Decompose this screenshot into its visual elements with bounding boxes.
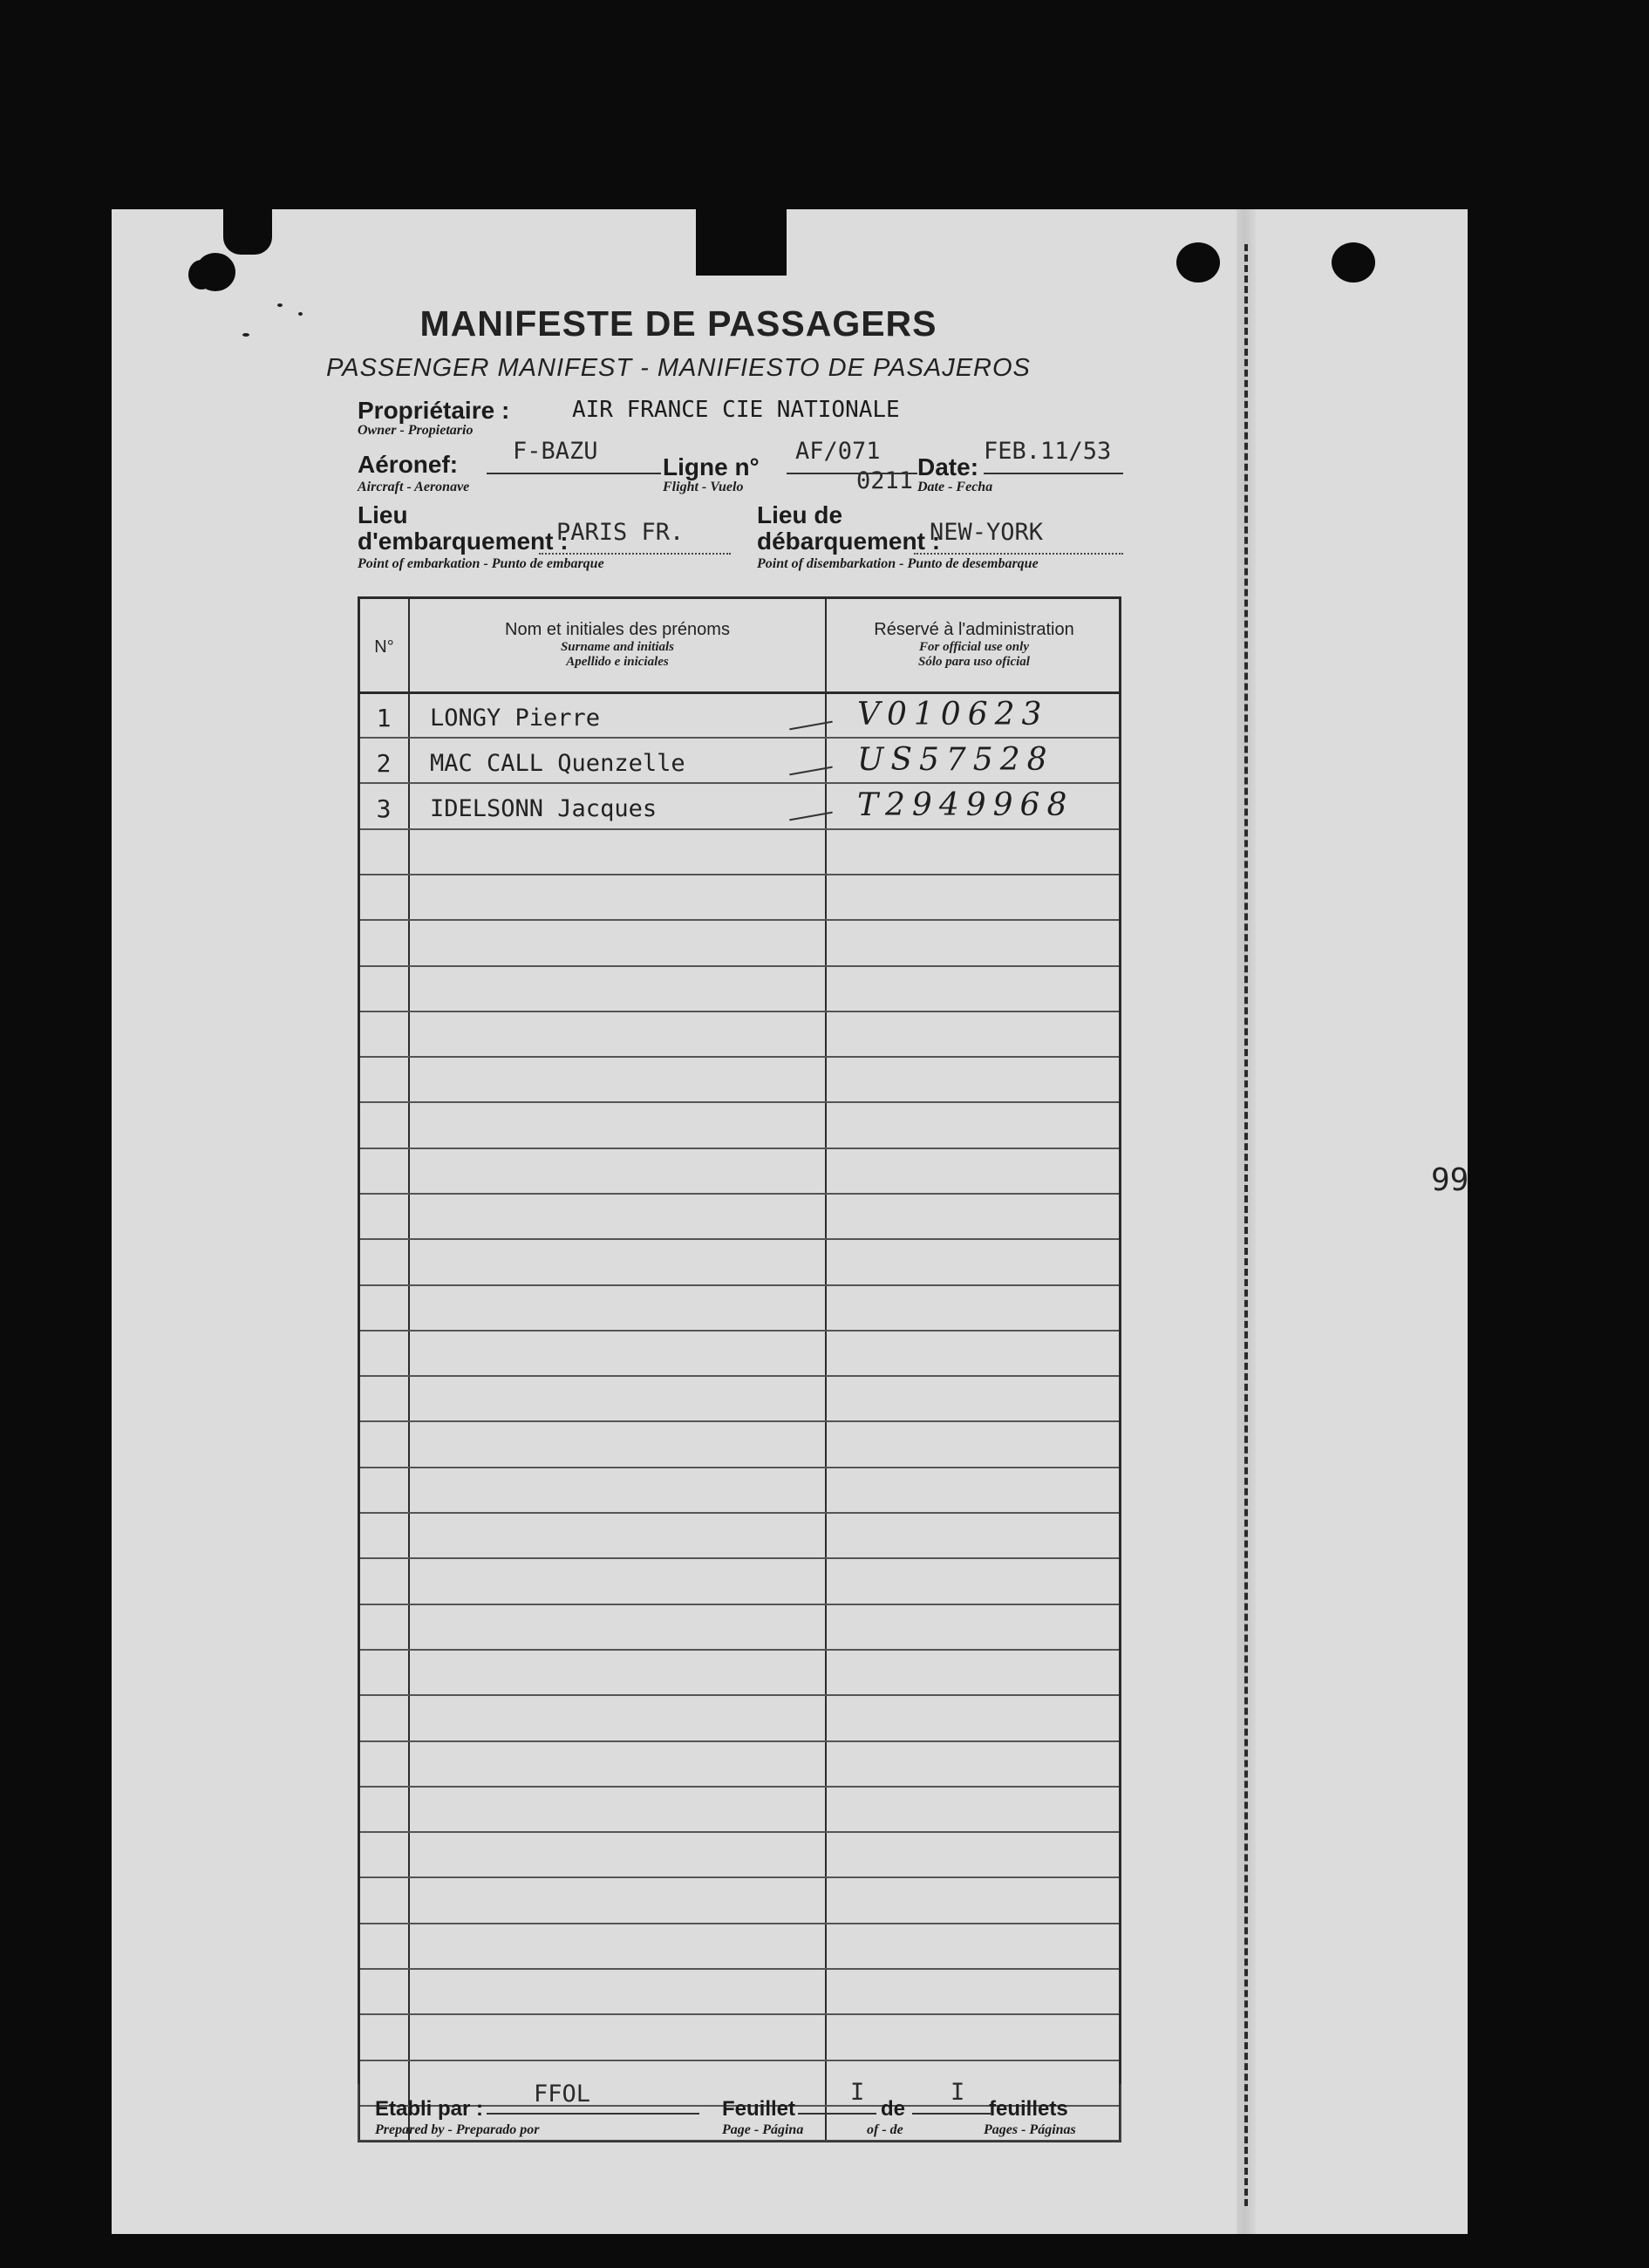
ruled-line: [360, 1604, 1119, 1605]
date-underline: [984, 473, 1123, 474]
flight-underline: [787, 473, 917, 474]
ruled-line: [360, 1467, 1119, 1468]
flight-label: Ligne n°: [663, 453, 760, 480]
header-admin-es: Sólo para uso oficial: [918, 655, 1030, 669]
date-sublabel: Date - Fecha: [917, 480, 993, 494]
official-number: T2949968: [857, 787, 1074, 823]
owner-value: AIR FRANCE CIE NATIONALE: [572, 397, 900, 423]
header-no-label: N°: [374, 637, 394, 657]
ruled-line: [360, 1740, 1119, 1742]
ruled-line: [360, 2060, 1119, 2061]
ruled-line: [360, 1056, 1119, 1058]
aircraft-underline: [487, 473, 661, 474]
flight-value: AF/071: [795, 438, 881, 465]
embarkation-label-2: d'embarquement :: [358, 528, 569, 555]
disembarkation-label-2: débarquement :: [757, 528, 941, 555]
sheets-sublabel: Pages - Páginas: [984, 2122, 1076, 2137]
ruled-line: [360, 1238, 1119, 1240]
passenger-name: IDELSONN Jacques: [430, 795, 658, 822]
ruled-line: [360, 1284, 1119, 1286]
ruled-line: [360, 965, 1119, 967]
header-admin: [827, 620, 1121, 670]
header-name-en: Surname and initials: [560, 640, 675, 654]
ruled-line: [360, 2013, 1119, 2015]
ruled-line: [360, 1193, 1119, 1195]
disembarkation-line: [914, 553, 1123, 555]
of-label: de: [881, 2097, 906, 2121]
passenger-name: LONGY Pierre: [430, 705, 601, 732]
disembarkation-value: NEW-YORK: [930, 519, 1044, 546]
header-admin-en: For official use only: [919, 640, 1029, 654]
ruled-line: [360, 1330, 1119, 1332]
ruled-line: [360, 1831, 1119, 1833]
sheet-value: I: [850, 2079, 865, 2106]
sheet-label: Feuillet: [722, 2097, 796, 2121]
header-separator: [360, 691, 1119, 694]
owner-label: Propriétaire :: [358, 397, 510, 424]
official-number: V010623: [857, 697, 1049, 732]
passenger-table: [358, 596, 1121, 2142]
embarkation-label-1: Lieu: [358, 501, 408, 528]
perforation-line: [1244, 244, 1251, 2206]
ruled-line: [360, 1923, 1119, 1924]
flight-sublabel: Flight - Vuelo: [663, 480, 744, 494]
page-number: 99: [1431, 1162, 1469, 1198]
header-name-es: Apellido e iniciales: [566, 655, 669, 669]
of-sublabel: of - de: [867, 2122, 903, 2137]
passenger-name: MAC CALL Quenzelle: [430, 750, 685, 777]
ruled-line: [360, 1649, 1119, 1651]
disembarkation-sublabel: Point of disembarkation - Punto de desembarque: [757, 556, 1039, 571]
owner-sublabel: Owner - Propietario: [358, 423, 474, 438]
column-divider: [408, 599, 410, 2140]
disembarkation-label-1: Lieu de: [757, 501, 843, 528]
prepared-sublabel: Prepared by - Preparado por: [375, 2122, 540, 2137]
embarkation-value: PARIS FR.: [556, 519, 685, 546]
torn-edge: [223, 209, 272, 255]
aircraft-value: F-BAZU: [513, 438, 598, 465]
date-value: FEB.11/53: [984, 438, 1112, 465]
row-number: 2: [376, 749, 392, 778]
sheet-sublabel: Page - Página: [722, 2122, 804, 2137]
ruled-line: [360, 1101, 1119, 1103]
header-name-label: Nom et initiales des prénoms: [505, 620, 730, 639]
header-admin-label: Réservé à l'administration: [874, 620, 1074, 639]
prepared-label: Etabli par :: [375, 2097, 484, 2121]
ruled-line: [360, 1375, 1119, 1377]
ruled-line: [360, 1148, 1119, 1149]
ruled-line: [360, 1876, 1119, 1878]
punch-hole: [1176, 242, 1220, 283]
prepared-value: FFOL: [534, 2081, 591, 2108]
ruled-line: [360, 1694, 1119, 1696]
row-number: 3: [376, 794, 392, 823]
ruled-line: [360, 1011, 1119, 1012]
of-value: I: [951, 2079, 965, 2106]
row-number: 1: [376, 704, 392, 732]
ruled-line: [360, 782, 1119, 784]
ruled-line: [360, 828, 1119, 830]
ruled-line: [360, 737, 1119, 739]
aircraft-label: Aéronef:: [358, 451, 459, 478]
torn-tab: [696, 209, 787, 276]
embarkation-sublabel: Point of embarkation - Punto de embarque: [358, 556, 604, 571]
footer-border: [358, 2084, 1121, 2142]
flight-value-2: 0211: [856, 467, 914, 494]
header-name: [410, 620, 825, 670]
ruled-line: [360, 919, 1119, 921]
ruled-line: [360, 874, 1119, 875]
header-no: [360, 637, 408, 657]
ruled-line: [360, 1420, 1119, 1422]
ruled-line: [360, 1786, 1119, 1788]
form-title: MANIFESTE DE PASSAGERS: [419, 303, 937, 344]
column-divider: [825, 599, 827, 2140]
punch-hole: [1332, 242, 1375, 283]
official-number: US57528: [857, 742, 1054, 778]
ruled-line: [360, 1512, 1119, 1514]
torn-edge: [188, 260, 215, 289]
form-subtitle: PASSENGER MANIFEST - MANIFIESTO DE PASAJEROS: [326, 354, 1031, 382]
ruled-line: [360, 1557, 1119, 1559]
embarkation-line: [539, 553, 731, 555]
date-label: Date:: [917, 453, 979, 480]
sheets-label: feuillets: [989, 2097, 1068, 2121]
ruled-line: [360, 1968, 1119, 1970]
aircraft-sublabel: Aircraft - Aeronave: [358, 480, 470, 494]
